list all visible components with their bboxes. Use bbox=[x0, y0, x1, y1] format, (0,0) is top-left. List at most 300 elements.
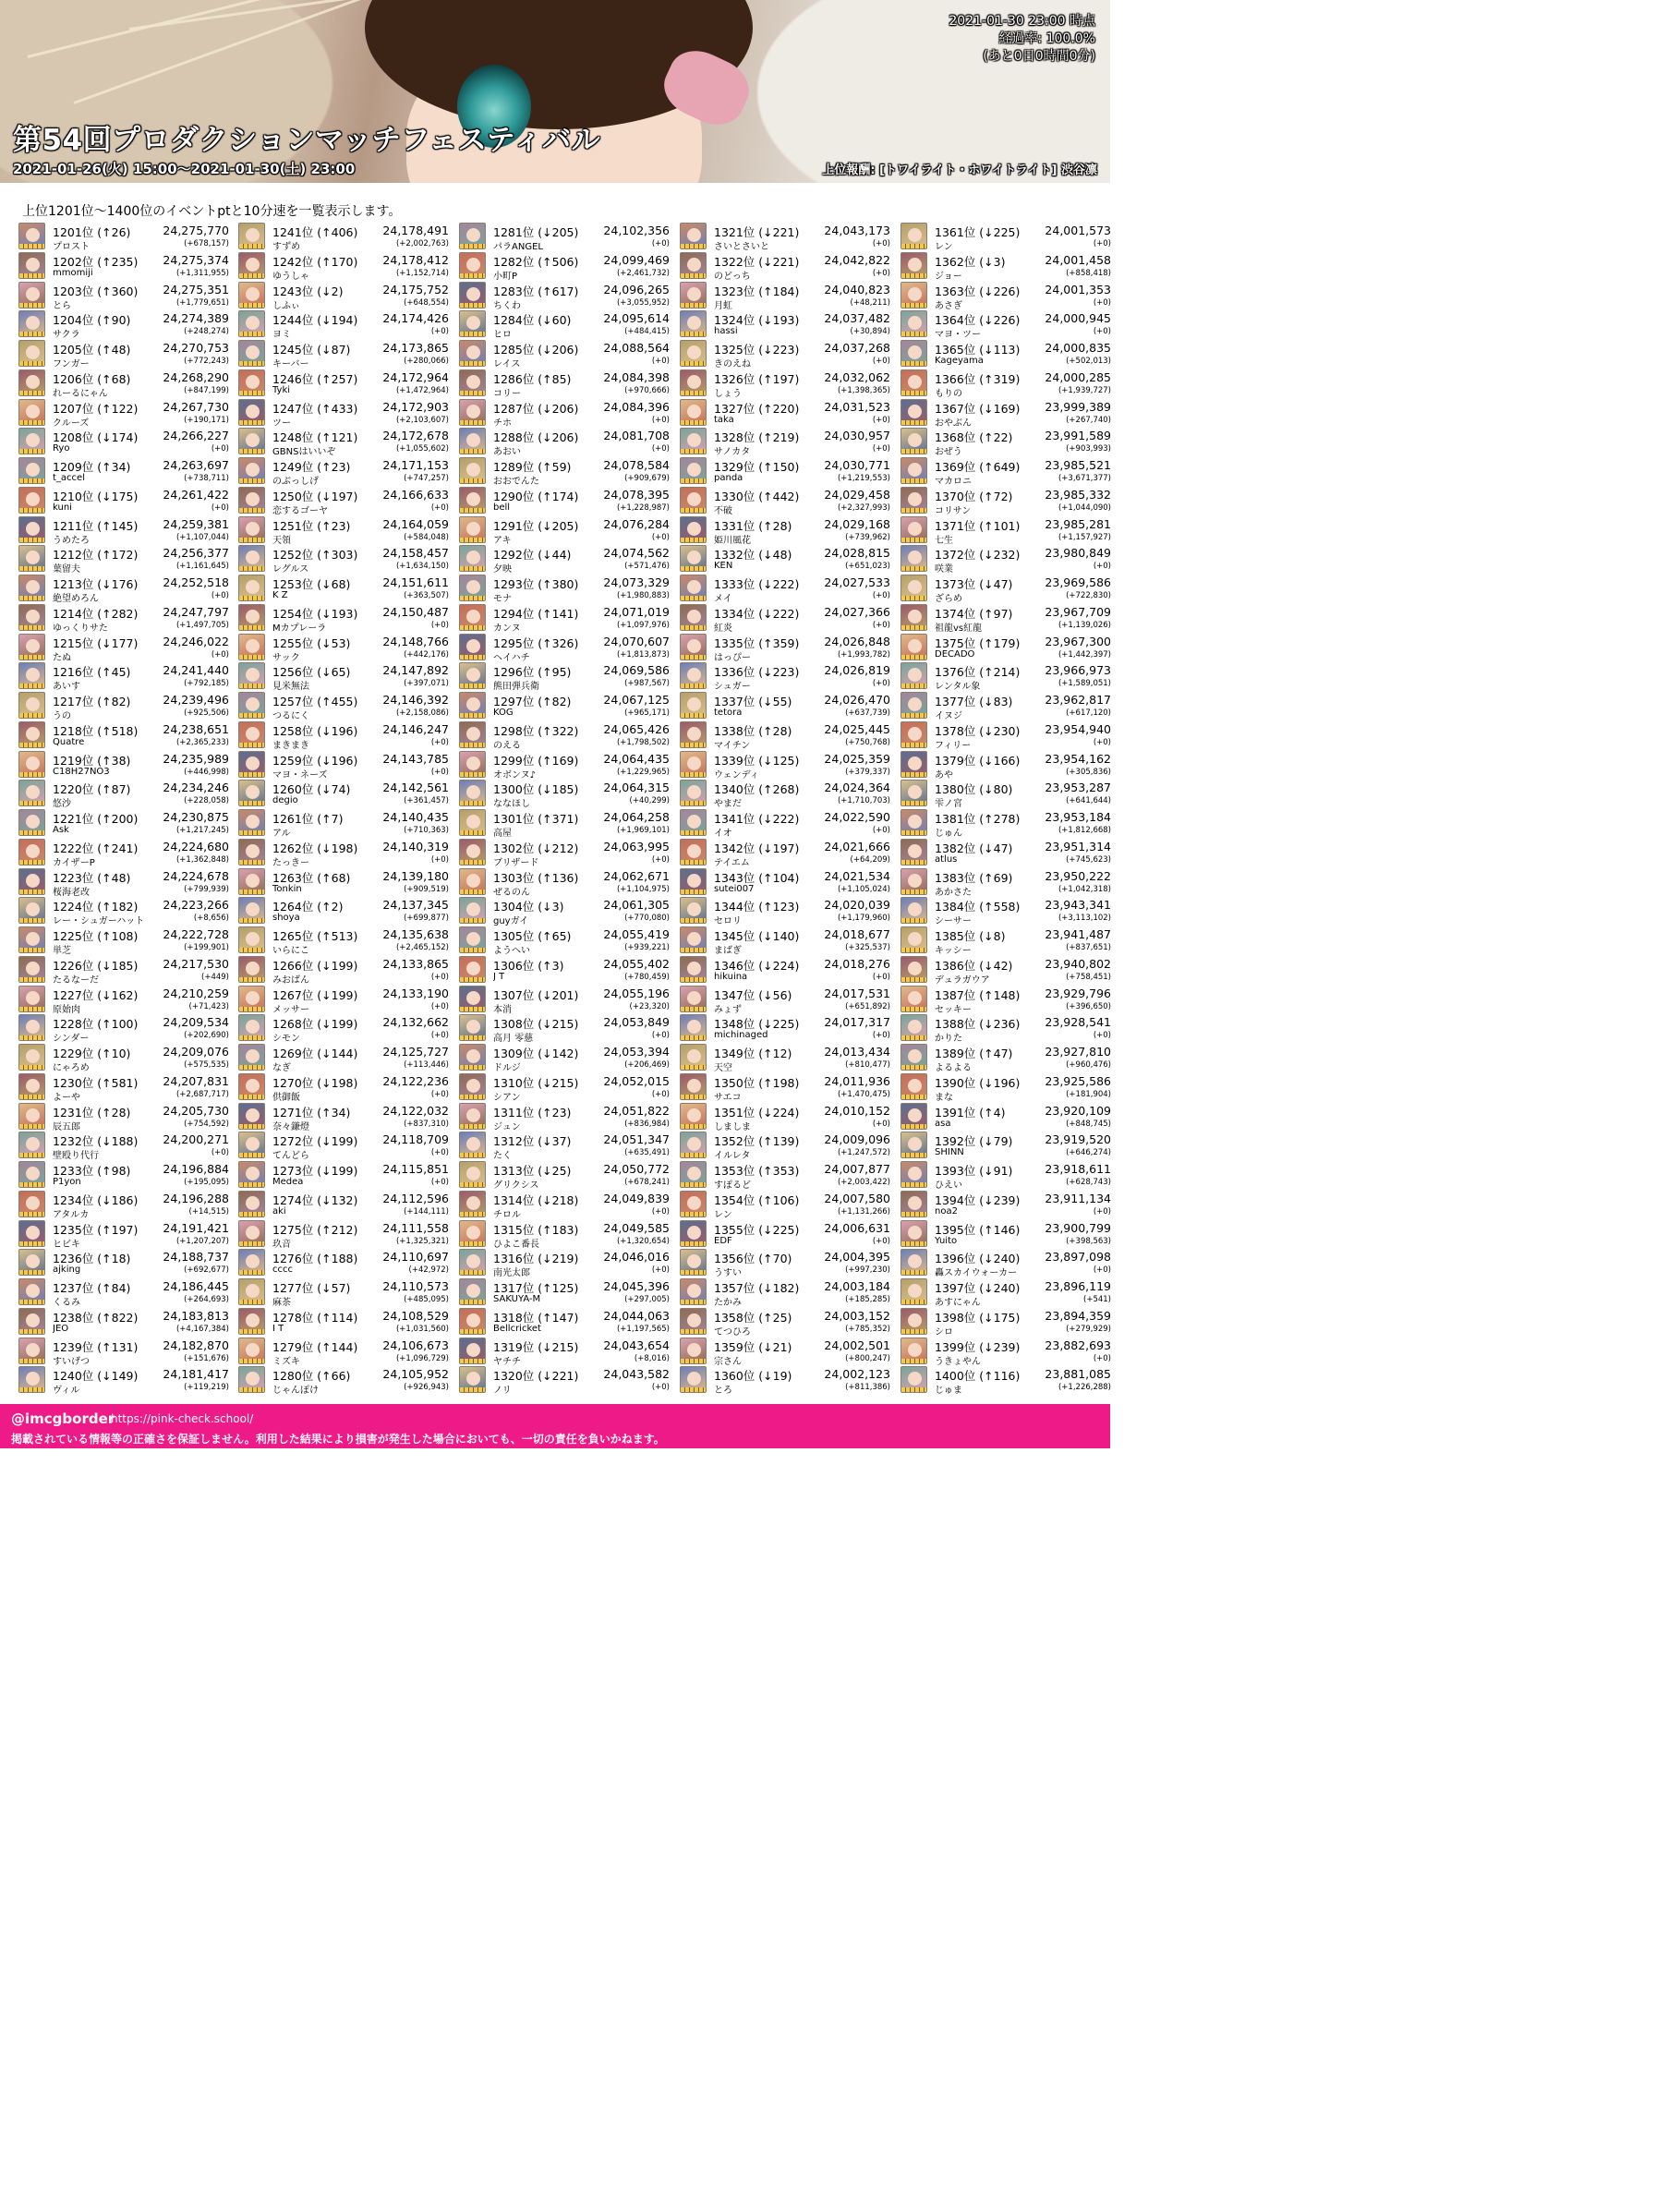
rarity-stars bbox=[901, 625, 926, 630]
rank-label: 1396位 (↓240) bbox=[935, 1252, 1021, 1266]
idol-card-avatar bbox=[238, 1161, 265, 1188]
ten-min-delta: (+810,477) bbox=[845, 1060, 890, 1070]
player-name: グリクシス bbox=[493, 1180, 539, 1191]
ranking-row bbox=[680, 985, 890, 1014]
rank-label: 1335位 (↑359) bbox=[714, 636, 800, 650]
ranking-row bbox=[238, 1219, 449, 1249]
ranking-row bbox=[238, 1131, 449, 1160]
idol-card-avatar bbox=[18, 1044, 45, 1071]
idol-card-avatar bbox=[680, 809, 707, 836]
ten-min-delta: (+1,472,964) bbox=[395, 385, 449, 395]
player-name: たぬ bbox=[53, 652, 71, 663]
ranking-row bbox=[238, 720, 449, 750]
event-points: 24,108,529 bbox=[382, 1308, 449, 1323]
rarity-stars bbox=[681, 538, 706, 542]
ranking-row bbox=[238, 691, 449, 720]
rank-label: 1368位 (↑22) bbox=[935, 430, 1013, 445]
ten-min-delta: (+926,943) bbox=[404, 1383, 449, 1393]
player-name: ヒビキ bbox=[53, 1239, 80, 1250]
ten-min-delta: (+648,554) bbox=[404, 297, 449, 308]
idol-card-avatar bbox=[459, 897, 486, 924]
rank-label: 1260位 (↓74) bbox=[272, 782, 351, 797]
ten-min-delta: (+571,476) bbox=[624, 562, 670, 572]
rarity-stars bbox=[239, 772, 264, 777]
event-points: 24,239,496 bbox=[163, 693, 229, 707]
idol-card-avatar bbox=[459, 1161, 486, 1188]
rarity-stars bbox=[19, 303, 44, 308]
player-name: 小町P bbox=[493, 271, 518, 282]
rank-label: 1322位 (↓221) bbox=[714, 254, 800, 269]
idol-card-avatar bbox=[900, 1338, 927, 1364]
event-points: 24,046,016 bbox=[603, 1250, 670, 1265]
ranking-row bbox=[900, 398, 1111, 428]
ranking-row bbox=[459, 309, 670, 339]
ten-min-delta: (+2,465,152) bbox=[395, 943, 449, 952]
ten-min-delta: (+279,929) bbox=[1066, 1324, 1111, 1334]
ranking-row bbox=[900, 1013, 1111, 1043]
idol-card-avatar bbox=[900, 1249, 927, 1276]
ten-min-delta: (+202,690) bbox=[184, 1031, 229, 1041]
ranking-row bbox=[238, 1160, 449, 1190]
player-name: ゆっくりサた bbox=[53, 623, 108, 634]
rarity-stars bbox=[460, 655, 485, 660]
ten-min-delta: (+637,739) bbox=[845, 708, 890, 718]
rarity-stars bbox=[681, 1359, 706, 1363]
ten-min-delta: (+2,687,717) bbox=[175, 1089, 229, 1099]
rank-label: 1293位 (↑380) bbox=[493, 577, 579, 591]
rank-label: 1333位 (↓222) bbox=[714, 577, 800, 591]
rarity-stars bbox=[901, 538, 926, 542]
ten-min-delta: (+0) bbox=[211, 444, 229, 454]
ranking-row bbox=[680, 1043, 890, 1072]
rarity-stars bbox=[460, 420, 485, 425]
rank-label: 1339位 (↓125) bbox=[714, 753, 800, 768]
ten-min-delta: (+699,877) bbox=[404, 914, 449, 924]
idol-card-avatar bbox=[459, 1191, 486, 1217]
player-name: あすにゃん bbox=[935, 1298, 981, 1308]
player-name: ゆうしゃ bbox=[272, 271, 309, 282]
player-name: すずめ bbox=[272, 242, 301, 252]
ten-min-delta: (+0) bbox=[430, 620, 449, 630]
rank-label: 1314位 (↓218) bbox=[493, 1192, 579, 1207]
idol-card-avatar bbox=[459, 1366, 486, 1393]
rank-label: 1328位 (↑219) bbox=[714, 430, 800, 445]
ten-min-delta: (+0) bbox=[651, 1383, 670, 1393]
rank-label: 1392位 (↓79) bbox=[935, 1134, 1013, 1149]
ranking-row bbox=[459, 926, 670, 955]
rarity-stars bbox=[460, 1153, 485, 1157]
rank-label: 1218位 (↑518) bbox=[53, 723, 139, 738]
event-points: 24,172,678 bbox=[382, 429, 449, 443]
ten-min-delta: (+0) bbox=[430, 854, 449, 865]
ten-min-delta: (+181,904) bbox=[1066, 1089, 1111, 1099]
ten-min-delta: (+0) bbox=[872, 972, 890, 982]
ranking-row bbox=[459, 251, 670, 281]
idol-card-avatar bbox=[900, 545, 927, 572]
ranking-row bbox=[900, 251, 1111, 281]
rank-label: 1253位 (↓68) bbox=[272, 577, 351, 591]
player-name: 熊田弾兵衛 bbox=[493, 682, 539, 693]
rank-label: 1385位 (↓8) bbox=[935, 929, 1006, 943]
rarity-stars bbox=[19, 1270, 44, 1275]
event-points: 24,049,839 bbox=[603, 1191, 670, 1205]
ranking-row bbox=[459, 1013, 670, 1043]
event-points: 24,022,590 bbox=[824, 810, 890, 824]
ten-min-delta: (+541) bbox=[1083, 1295, 1111, 1304]
rarity-stars bbox=[460, 391, 485, 395]
ranking-row bbox=[680, 926, 890, 955]
ten-min-delta: (+305,836) bbox=[1066, 767, 1111, 777]
player-name: kuni bbox=[53, 502, 72, 513]
event-points: 23,911,134 bbox=[1045, 1191, 1111, 1205]
rarity-stars bbox=[681, 977, 706, 982]
ranking-row bbox=[238, 1307, 449, 1337]
event-points: 24,018,276 bbox=[824, 956, 890, 971]
idol-card-avatar bbox=[900, 340, 927, 367]
idol-card-avatar bbox=[900, 780, 927, 806]
ten-min-delta: (+651,892) bbox=[845, 1001, 890, 1011]
ranking-row bbox=[18, 281, 229, 310]
ten-min-delta: (+446,998) bbox=[184, 767, 229, 777]
rarity-stars bbox=[460, 361, 485, 366]
idol-card-avatar bbox=[18, 487, 45, 514]
ten-min-delta: (+1,096,729) bbox=[395, 1353, 449, 1363]
rarity-stars bbox=[901, 303, 926, 308]
player-name: ちくわ bbox=[493, 300, 521, 311]
rarity-stars bbox=[460, 538, 485, 542]
event-points: 24,263,697 bbox=[163, 458, 229, 472]
ranking-row bbox=[18, 1190, 229, 1219]
ranking-row bbox=[900, 574, 1111, 603]
rarity-stars bbox=[460, 566, 485, 571]
ten-min-delta: (+2,002,763) bbox=[395, 239, 449, 248]
rarity-stars bbox=[460, 1007, 485, 1011]
twitter-handle[interactable]: @imcgborder bbox=[11, 1410, 115, 1427]
ranking-row bbox=[238, 574, 449, 603]
ten-min-delta: (+0) bbox=[872, 444, 890, 454]
player-name: あや bbox=[935, 769, 953, 781]
player-name: なぎ bbox=[272, 1063, 291, 1073]
rank-label: 1286位 (↑85) bbox=[493, 371, 572, 386]
ranking-row bbox=[18, 838, 229, 867]
rank-label: 1388位 (↓236) bbox=[935, 1017, 1021, 1032]
ten-min-delta: (+799,939) bbox=[184, 884, 229, 894]
ten-min-delta: (+1,217,245) bbox=[175, 826, 229, 835]
ten-min-delta: (+1,152,714) bbox=[395, 268, 449, 278]
idol-card-avatar bbox=[238, 252, 265, 279]
idol-card-avatar bbox=[680, 986, 707, 1012]
rank-label: 1323位 (↑184) bbox=[714, 284, 800, 298]
rank-label: 1338位 (↑28) bbox=[714, 723, 792, 738]
ranking-row bbox=[18, 486, 229, 515]
event-points: 24,099,469 bbox=[603, 252, 670, 267]
rank-label: 1397位 (↓240) bbox=[935, 1281, 1021, 1295]
idol-card-avatar bbox=[900, 662, 927, 689]
ranking-row bbox=[680, 1337, 890, 1366]
rarity-stars bbox=[19, 743, 44, 747]
event-points: 24,266,227 bbox=[163, 429, 229, 443]
event-points: 24,084,396 bbox=[603, 399, 670, 414]
rarity-stars bbox=[901, 1300, 926, 1304]
rank-label: 1231位 (↑28) bbox=[53, 1105, 131, 1120]
ranking-row bbox=[238, 633, 449, 662]
player-name: カンヌ bbox=[493, 623, 521, 634]
event-points: 24,043,654 bbox=[603, 1338, 670, 1352]
ranking-row bbox=[238, 486, 449, 515]
player-name: ノリ bbox=[493, 1386, 512, 1397]
player-name: ツー bbox=[272, 418, 291, 429]
rarity-stars bbox=[239, 1095, 264, 1099]
player-name: ヒロ bbox=[493, 330, 512, 341]
rarity-stars bbox=[681, 332, 706, 336]
ranking-row bbox=[680, 633, 890, 662]
idol-card-avatar bbox=[459, 1073, 486, 1100]
ranking-row bbox=[459, 427, 670, 456]
rank-label: 1252位 (↑303) bbox=[272, 548, 358, 563]
ranking-row bbox=[238, 515, 449, 545]
event-points: 24,013,434 bbox=[824, 1045, 890, 1059]
idol-card-avatar bbox=[238, 604, 265, 631]
ranking-row bbox=[680, 574, 890, 603]
idol-card-avatar bbox=[900, 839, 927, 866]
idol-card-avatar bbox=[238, 1132, 265, 1158]
rank-label: 1375位 (↑179) bbox=[935, 636, 1021, 650]
rarity-stars bbox=[681, 1182, 706, 1187]
event-points: 24,256,377 bbox=[163, 546, 229, 561]
rarity-stars bbox=[239, 538, 264, 542]
ranking-row bbox=[18, 1013, 229, 1043]
rarity-stars bbox=[901, 801, 926, 805]
rank-label: 1319位 (↓215) bbox=[493, 1339, 579, 1354]
rank-label: 1222位 (↑241) bbox=[53, 841, 139, 855]
idol-card-avatar bbox=[900, 516, 927, 543]
event-points: 24,021,534 bbox=[824, 868, 890, 883]
rank-label: 1241位 (↑406) bbox=[272, 225, 358, 239]
ten-min-delta: (+0) bbox=[651, 415, 670, 425]
rank-label: 1289位 (↑59) bbox=[493, 460, 572, 474]
rarity-stars bbox=[239, 655, 264, 660]
rarity-stars bbox=[239, 1182, 264, 1187]
event-points: 24,000,945 bbox=[1045, 311, 1111, 326]
event-points: 24,222,728 bbox=[163, 927, 229, 941]
ten-min-delta: (+909,519) bbox=[404, 884, 449, 894]
ranking-row bbox=[18, 1072, 229, 1102]
rarity-stars bbox=[681, 772, 706, 777]
rank-label: 1346位 (↓224) bbox=[714, 958, 800, 973]
event-points: 24,050,772 bbox=[603, 1162, 670, 1176]
event-points: 23,985,281 bbox=[1045, 516, 1111, 531]
rarity-stars bbox=[460, 478, 485, 483]
rarity-stars bbox=[19, 478, 44, 483]
ten-min-delta: (+1,247,572) bbox=[837, 1148, 890, 1158]
event-points: 24,146,392 bbox=[382, 693, 449, 707]
ranking-row bbox=[680, 427, 890, 456]
event-points: 24,062,671 bbox=[603, 868, 670, 883]
ten-min-delta: (+0) bbox=[1093, 1206, 1111, 1217]
ranking-row bbox=[680, 896, 890, 926]
player-name: おやぶん bbox=[935, 418, 972, 429]
event-points: 23,897,098 bbox=[1045, 1250, 1111, 1265]
rank-label: 1304位 (↓3) bbox=[493, 900, 564, 914]
idol-card-avatar bbox=[900, 956, 927, 983]
idol-card-avatar bbox=[680, 751, 707, 778]
player-name: イヌジ bbox=[935, 711, 962, 721]
rarity-stars bbox=[681, 801, 706, 805]
player-name: マヨ・ネーズ bbox=[272, 769, 328, 781]
rank-label: 1248位 (↑121) bbox=[272, 430, 358, 445]
idol-card-avatar bbox=[18, 428, 45, 454]
ranking-row bbox=[680, 486, 890, 515]
player-name: アル bbox=[272, 829, 291, 839]
rarity-stars bbox=[681, 244, 706, 248]
event-points: 23,954,162 bbox=[1045, 751, 1111, 766]
site-url[interactable]: https://pink-check.school/ bbox=[111, 1412, 254, 1425]
rank-label: 1213位 (↓176) bbox=[53, 577, 139, 591]
ten-min-delta: (+750,768) bbox=[845, 737, 890, 747]
player-name: しょう bbox=[714, 388, 742, 399]
ten-min-delta: (+0) bbox=[651, 854, 670, 865]
player-name: まな bbox=[935, 1092, 953, 1103]
player-name: クルーズ bbox=[53, 418, 90, 429]
event-points: 24,223,266 bbox=[163, 898, 229, 913]
ranking-row bbox=[459, 544, 670, 574]
idol-card-avatar bbox=[18, 223, 45, 249]
event-points: 24,207,831 bbox=[163, 1073, 229, 1088]
player-name: SAKUYA-M bbox=[493, 1294, 541, 1304]
rarity-stars bbox=[681, 1212, 706, 1217]
event-points: 24,135,638 bbox=[382, 927, 449, 941]
event-points: 24,234,246 bbox=[163, 781, 229, 795]
idol-card-avatar bbox=[900, 1278, 927, 1305]
rarity-stars bbox=[460, 244, 485, 248]
ten-min-delta: (+0) bbox=[211, 1148, 229, 1158]
player-name: P1yon bbox=[53, 1177, 81, 1187]
rarity-stars bbox=[239, 625, 264, 630]
idol-card-avatar bbox=[18, 721, 45, 748]
idol-card-avatar bbox=[459, 457, 486, 484]
rank-label: 1276位 (↑188) bbox=[272, 1252, 358, 1266]
ranking-row bbox=[459, 456, 670, 486]
rarity-stars bbox=[460, 890, 485, 894]
rarity-stars bbox=[901, 1065, 926, 1070]
rarity-stars bbox=[681, 743, 706, 747]
rank-label: 1365位 (↓113) bbox=[935, 343, 1021, 357]
idol-card-avatar bbox=[459, 340, 486, 367]
ten-min-delta: (+1,157,927) bbox=[1058, 532, 1111, 542]
event-points: 24,004,395 bbox=[824, 1250, 890, 1265]
player-name: パラANGEL bbox=[493, 242, 543, 252]
idol-card-avatar bbox=[459, 399, 486, 426]
idol-card-avatar bbox=[18, 1161, 45, 1188]
rarity-stars bbox=[460, 1124, 485, 1129]
rarity-stars bbox=[239, 1387, 264, 1392]
player-name: しましま bbox=[714, 1121, 751, 1132]
event-points: 24,133,190 bbox=[382, 986, 449, 1000]
player-name: じゃんぽけ bbox=[272, 1386, 319, 1397]
rank-label: 1395位 (↑146) bbox=[935, 1222, 1021, 1237]
idol-card-avatar bbox=[680, 1338, 707, 1364]
rank-label: 1372位 (↓232) bbox=[935, 548, 1021, 563]
player-name: シアン bbox=[493, 1092, 521, 1103]
ranking-row bbox=[459, 867, 670, 897]
player-name: cccc bbox=[272, 1265, 293, 1276]
idol-card-avatar bbox=[900, 223, 927, 249]
rarity-stars bbox=[901, 1007, 926, 1011]
ten-min-delta: (+2,158,086) bbox=[395, 708, 449, 718]
ten-min-delta: (+0) bbox=[430, 1178, 449, 1187]
ten-min-delta: (+1,042,318) bbox=[1058, 884, 1111, 894]
event-points: 24,158,457 bbox=[382, 546, 449, 561]
idol-card-avatar bbox=[238, 751, 265, 778]
player-name: デュラガウア bbox=[935, 974, 990, 986]
idol-card-avatar bbox=[900, 575, 927, 601]
ten-min-delta: (+2,327,993) bbox=[837, 502, 890, 513]
player-name: ひえい bbox=[935, 1180, 962, 1191]
ranking-row bbox=[900, 779, 1111, 808]
rank-label: 1297位 (↑82) bbox=[493, 695, 572, 708]
rarity-stars bbox=[239, 743, 264, 747]
rarity-stars bbox=[901, 918, 926, 923]
event-points: 24,182,870 bbox=[163, 1338, 229, 1352]
idol-card-avatar bbox=[18, 457, 45, 484]
idol-card-avatar bbox=[680, 1278, 707, 1305]
player-name: あかさた bbox=[935, 887, 972, 898]
event-points: 23,985,332 bbox=[1045, 487, 1111, 502]
ranking-row bbox=[900, 1277, 1111, 1307]
player-name: アタルカ bbox=[53, 1209, 90, 1220]
rank-label: 1209位 (↑34) bbox=[53, 460, 131, 474]
rank-label: 1292位 (↓44) bbox=[493, 548, 572, 563]
rarity-stars bbox=[19, 625, 44, 630]
ranking-row bbox=[900, 1365, 1111, 1395]
rank-label: 1259位 (↓196) bbox=[272, 753, 358, 768]
rank-label: 1348位 (↓225) bbox=[714, 1017, 800, 1032]
rarity-stars bbox=[901, 977, 926, 982]
ranking-row bbox=[459, 896, 670, 926]
ten-min-delta: (+0) bbox=[430, 767, 449, 777]
idol-card-avatar bbox=[459, 751, 486, 778]
ranking-row bbox=[238, 398, 449, 428]
event-points: 24,150,487 bbox=[382, 604, 449, 619]
event-period: 2021-01-26(火) 15:00～2021-01-30(土) 23:00 bbox=[13, 161, 356, 177]
ranking-row bbox=[18, 955, 229, 985]
player-name: コリサン bbox=[935, 505, 972, 516]
ten-min-delta: (+1,779,651) bbox=[175, 297, 229, 308]
idol-card-avatar bbox=[680, 545, 707, 572]
ten-min-delta: (+2,003,422) bbox=[837, 1178, 890, 1187]
rank-label: 1236位 (↑18) bbox=[53, 1252, 131, 1266]
idol-card-avatar bbox=[238, 428, 265, 454]
rarity-stars bbox=[239, 1300, 264, 1304]
player-name: C18H27NO3 bbox=[53, 766, 110, 777]
event-points: 23,920,109 bbox=[1045, 1103, 1111, 1118]
rank-label: 1229位 (↑10) bbox=[53, 1047, 131, 1060]
player-name: アキ bbox=[493, 535, 512, 546]
rarity-stars bbox=[19, 538, 44, 542]
ten-min-delta: (+449) bbox=[201, 972, 229, 982]
rank-label: 1359位 (↓21) bbox=[714, 1339, 792, 1354]
event-points: 24,043,173 bbox=[824, 224, 890, 237]
ranking-row bbox=[680, 867, 890, 897]
idol-card-avatar bbox=[459, 662, 486, 689]
idol-card-avatar bbox=[18, 1073, 45, 1100]
event-points: 24,030,771 bbox=[824, 458, 890, 472]
idol-card-avatar bbox=[238, 1338, 265, 1364]
idol-card-avatar bbox=[238, 780, 265, 806]
ranking-row bbox=[18, 251, 229, 281]
rarity-stars bbox=[460, 332, 485, 336]
idol-card-avatar bbox=[459, 634, 486, 660]
